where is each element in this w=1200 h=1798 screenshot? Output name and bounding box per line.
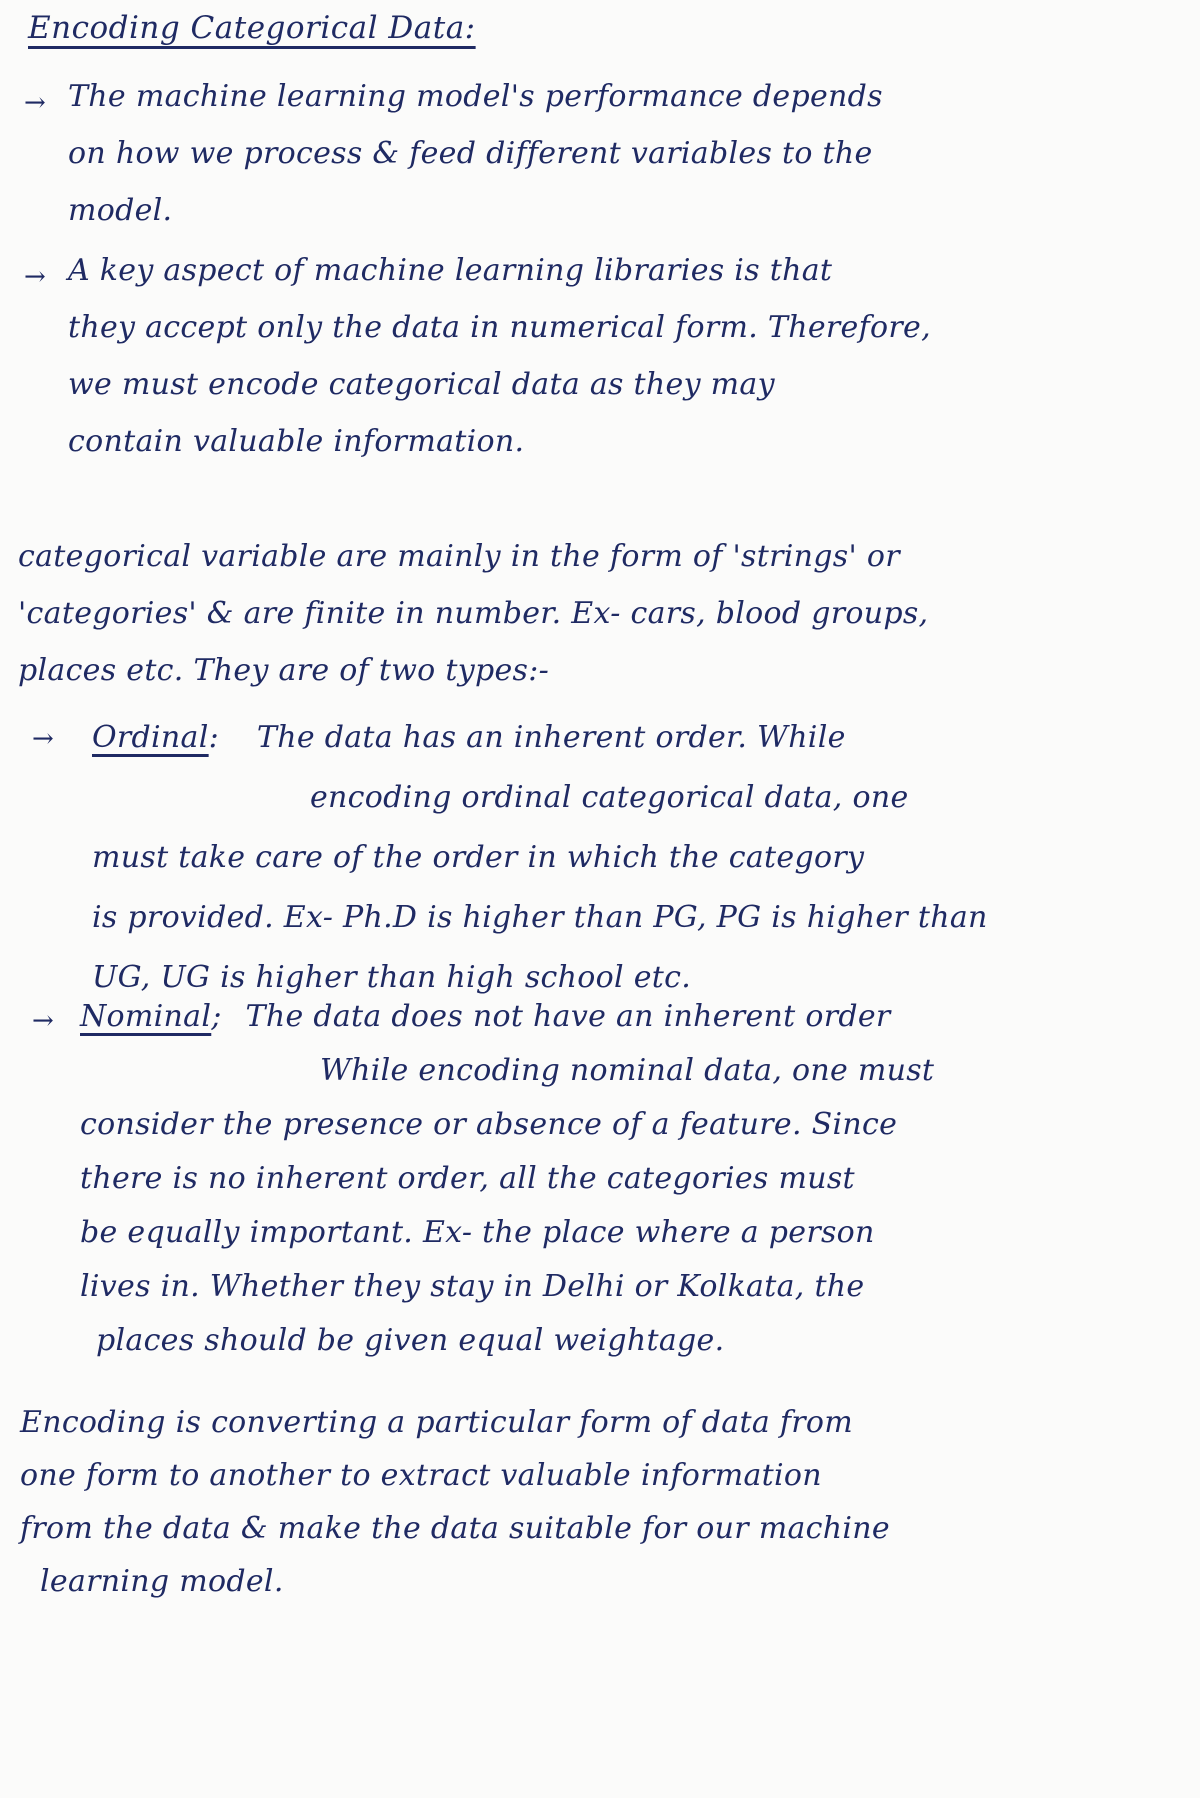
ordinal-separator: : xyxy=(208,720,220,755)
ordinal-first-line xyxy=(92,708,988,768)
encoding-paragraph xyxy=(20,1396,890,1608)
text-line: learning model. xyxy=(40,1564,284,1599)
arrow-icon: → xyxy=(32,724,54,754)
text-line: encoding ordinal categorical data, one xyxy=(310,780,909,815)
text-line: A key aspect of machine learning libraries is that xyxy=(68,253,833,288)
text-line: must take care of the order in which the category xyxy=(92,840,865,875)
text-line: places should be given equal weightage. xyxy=(96,1323,725,1358)
nominal-heading: Nominal xyxy=(80,999,212,1034)
page-title: Encoding Categorical Data: xyxy=(28,10,476,46)
text-line: Encoding is converting a particular form of data from xyxy=(20,1405,854,1440)
bullet-numerical xyxy=(68,242,931,470)
categorical-paragraph xyxy=(18,528,928,699)
text-line: The data has an inherent order. While xyxy=(256,720,846,755)
text-line: consider the presence or absence of a feature. Since xyxy=(80,1107,898,1142)
text-line: be equally important. Ex- the place where a person xyxy=(80,1215,875,1250)
text-line: While encoding nominal data, one must xyxy=(320,1053,935,1088)
text-line: one form to another to extract valuable information xyxy=(20,1458,822,1493)
text-line: is provided. Ex- Ph.D is higher than PG, PG is higher than xyxy=(92,900,988,935)
text-line: 'categories' & are finite in number. Ex- cars, blood groups, xyxy=(18,596,929,631)
text-line: UG, UG is higher than high school etc. xyxy=(92,960,692,995)
nominal-section xyxy=(80,990,934,1368)
text-line: The data does not have an inherent order xyxy=(245,999,891,1034)
text-line: there is no inherent order, all the categories must xyxy=(80,1161,855,1196)
text-line: The machine learning model's performance depends xyxy=(68,79,883,114)
text-line: lives in. Whether they stay in Delhi or Kolkata, the xyxy=(80,1269,865,1304)
text-line: model. xyxy=(68,193,173,228)
nominal-separator: ; xyxy=(211,999,222,1034)
nominal-first-line xyxy=(80,990,934,1044)
text-line: categorical variable are mainly in the form of 'strings' or xyxy=(18,539,900,574)
arrow-icon: → xyxy=(24,262,46,292)
text-line: they accept only the data in numerical form. Therefore, xyxy=(68,310,931,345)
arrow-icon: → xyxy=(32,1006,54,1036)
text-line: places etc. They are of two types:- xyxy=(18,653,550,688)
arrow-icon: → xyxy=(24,88,46,118)
ordinal-section xyxy=(92,708,988,1008)
text-line: from the data & make the data suitable for our machine xyxy=(20,1511,890,1546)
text-line: we must encode categorical data as they may xyxy=(68,367,775,402)
bullet-performance xyxy=(68,68,883,239)
ordinal-heading: Ordinal xyxy=(92,720,209,755)
text-line: on how we process & feed different variables to the xyxy=(68,136,873,171)
text-line: contain valuable information. xyxy=(68,424,525,459)
